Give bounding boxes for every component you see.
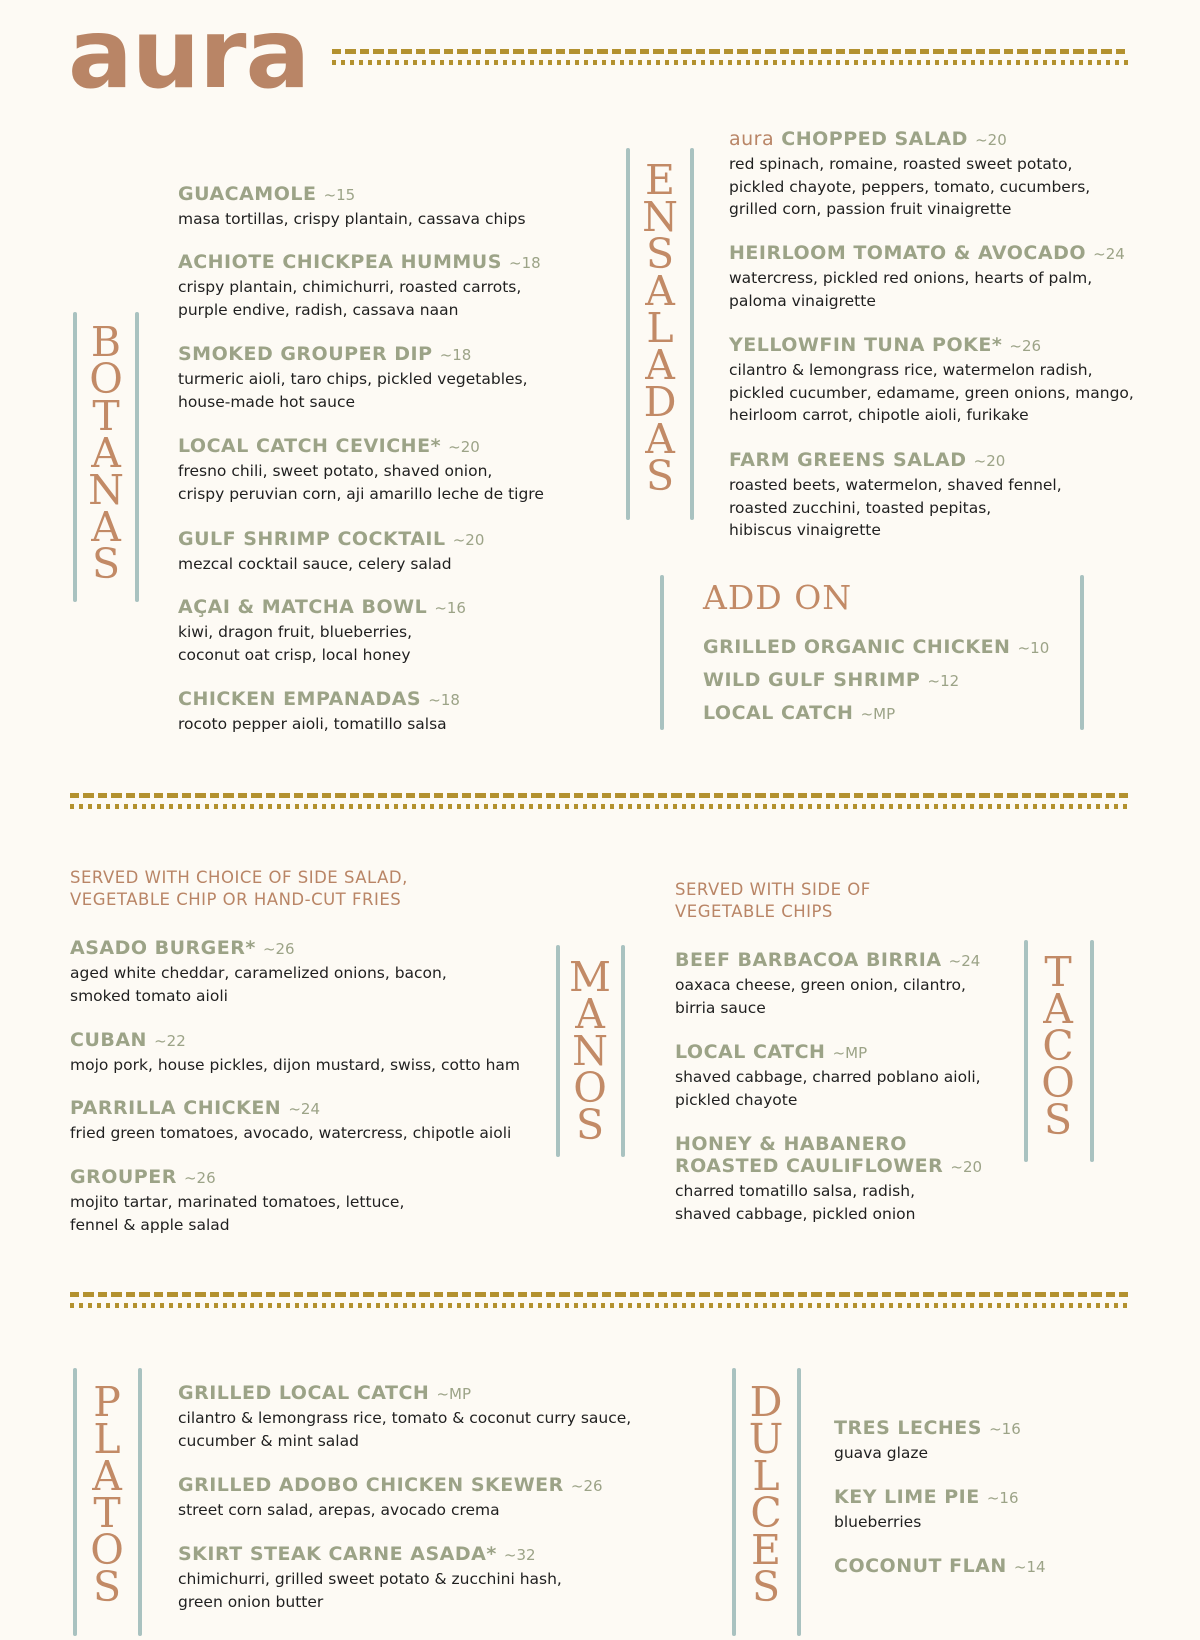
menu-item: CHICKEN EMPANADAS ~18 rocoto pepper aioli, tomatillo salsa	[178, 688, 460, 733]
botanas-title: B O T A N A S	[88, 318, 124, 588]
addon-item: WILD GULF SHRIMP ~12	[703, 669, 960, 691]
botanas-bar-left	[73, 312, 77, 602]
menu-item: ASADO BURGER* ~26 aged white cheddar, caramelized onions, bacon, smoked tomato aioli	[70, 937, 447, 1005]
menu-item: LOCAL CATCH CEVICHE* ~20 fresno chili, sweet potato, shaved onion, crispy peruvian corn, aji amarillo leche de tigre	[178, 435, 544, 503]
menu-item: ACHIOTE CHICKPEA HUMMUS ~18 crispy plantain, chimichurri, roasted carrots, purple endive, radish, cassava naan	[178, 251, 541, 319]
ensaladas-title: E N S A L A D A S	[642, 156, 678, 500]
dulces-bar-right	[797, 1368, 801, 1636]
menu-item: YELLOWFIN TUNA POKE* ~26 cilantro & lemongrass rice, watermelon radish, pickled cucumber, edamame, green onions, mango, heirloom carrot, chipotle aioli, furikake	[729, 334, 1134, 424]
addon-item: GRILLED ORGANIC CHICKEN ~10	[703, 636, 1050, 658]
restaurant-logo: aura	[68, 0, 310, 110]
menu-item: KEY LIME PIE ~16 blueberries	[834, 1486, 1019, 1531]
menu-item: PARRILLA CHICKEN ~24 fried green tomatoes, avocado, watercress, chipotle aioli	[70, 1097, 512, 1142]
tacos-bar-left	[1024, 940, 1028, 1162]
menu-item: SMOKED GROUPER DIP ~18 turmeric aioli, taro chips, pickled vegetables, house-made hot sauce	[178, 343, 528, 411]
ensaladas-bar-right	[690, 148, 694, 520]
ensaladas-bar-left	[626, 148, 630, 520]
tacos-bar-right	[1090, 940, 1094, 1162]
menu-item: TRES LECHES ~16 guava glaze	[834, 1417, 1021, 1462]
menu-item: BEEF BARBACOA BIRRIA ~24 oaxaca cheese, green onion, cilantro, birria sauce	[675, 949, 981, 1017]
menu-item: HEIRLOOM TOMATO & AVOCADO ~24 watercress, pickled red onions, hearts of palm, paloma vinaigrette	[729, 242, 1125, 310]
section-divider	[70, 1291, 1128, 1309]
platos-title: P L A T O S	[90, 1378, 124, 1611]
menu-item: GRILLED LOCAL CATCH ~MP cilantro & lemongrass rice, tomato & coconut curry sauce, cucumber & mint salad	[178, 1382, 632, 1450]
menu-item: aura CHOPPED SALAD ~20 red spinach, romaine, roasted sweet potato, pickled chayote, peppers, tomato, cucumbers, grilled corn, passion fruit vinaigrette	[729, 128, 1091, 218]
menu-item: GULF SHRIMP COCKTAIL ~20 mezcal cocktail sauce, celery salad	[178, 528, 485, 573]
platos-bar-left	[73, 1368, 77, 1636]
menu-item: SKIRT STEAK CARNE ASADA* ~32 chimichurri, grilled sweet potato & zucchini hash, green onion butter	[178, 1543, 562, 1611]
tacos-title: T A C O S	[1041, 948, 1075, 1144]
manos-bar-right	[621, 945, 625, 1157]
addon-title: ADD ON	[703, 578, 853, 617]
menu-item: AÇAI & MATCHA BOWL ~16 kiwi, dragon fruit, blueberries, coconut oat crisp, local honey	[178, 596, 466, 664]
menu-item: GRILLED ADOBO CHICKEN SKEWER ~26 street corn salad, arepas, avocado crema	[178, 1474, 603, 1519]
addon-item: LOCAL CATCH ~MP	[703, 702, 896, 724]
menu-item: FARM GREENS SALAD ~20 roasted beets, watermelon, shaved fennel, roasted zucchini, toasted pepitas, hibiscus vinaigrette	[729, 449, 1062, 539]
menu-item: HONEY & HABANERO ROASTED CAULIFLOWER ~20 charred tomatillo salsa, radish, shaved cabbage, pickled onion	[675, 1133, 983, 1223]
addon-bar-right	[1080, 575, 1084, 730]
manos-bar-left	[556, 945, 560, 1157]
menu-item: CUBAN ~22 mojo pork, house pickles, dijon mustard, swiss, cotto ham	[70, 1029, 521, 1074]
platos-bar-right	[138, 1368, 142, 1636]
header-divider	[332, 48, 1128, 66]
dulces-title: D U L C E S	[748, 1378, 784, 1611]
section-divider	[70, 792, 1128, 810]
menu-item: LOCAL CATCH ~MP shaved cabbage, charred poblano aioli, pickled chayote	[675, 1041, 981, 1109]
manos-note: SERVED WITH CHOICE OF SIDE SALAD, VEGETABLE CHIP OR HAND-CUT FRIES	[70, 868, 408, 909]
addon-bar-left	[660, 575, 664, 730]
dulces-bar-left	[732, 1368, 736, 1636]
menu-item: COCONUT FLAN ~14	[834, 1555, 1046, 1577]
botanas-bar-right	[135, 312, 139, 602]
manos-title: M A N O S	[569, 953, 611, 1149]
menu-item: GROUPER ~26 mojito tartar, marinated tomatoes, lettuce, fennel & apple salad	[70, 1166, 405, 1234]
tacos-note: SERVED WITH SIDE OF VEGETABLE CHIPS	[675, 880, 871, 921]
menu-item: GUACAMOLE ~15 masa tortillas, crispy plantain, cassava chips	[178, 183, 526, 228]
